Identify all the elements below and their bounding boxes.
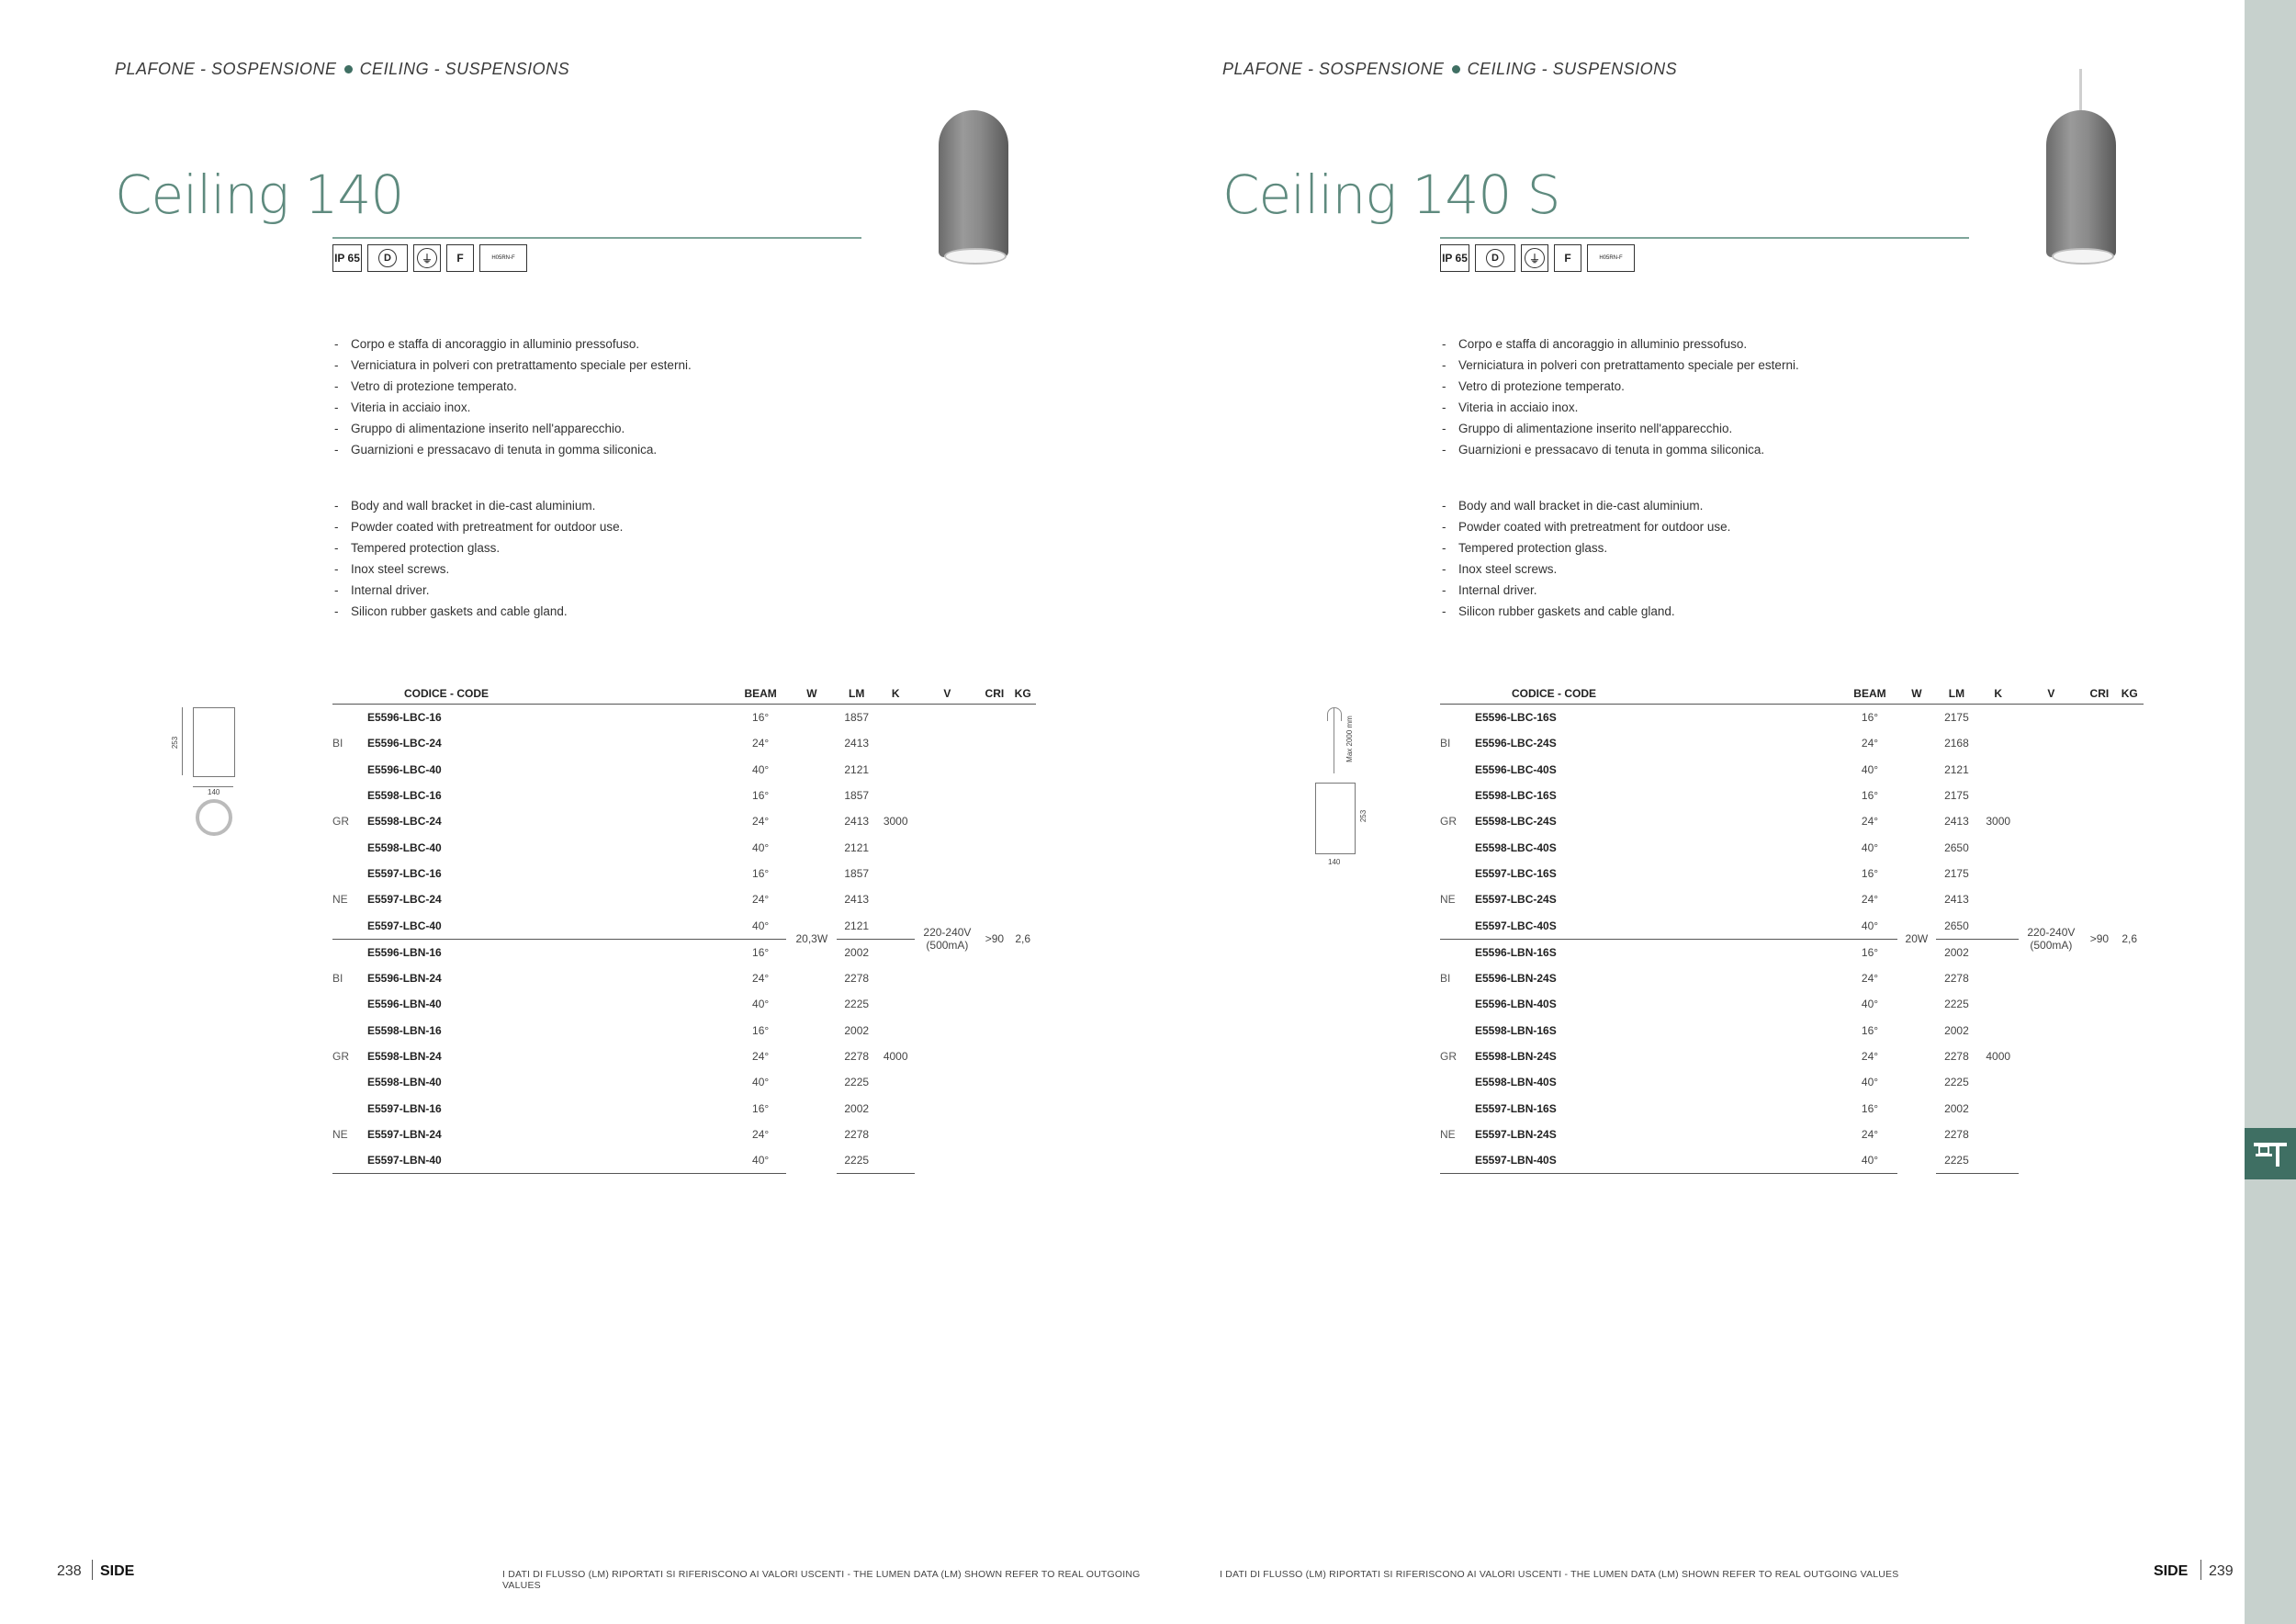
lumen-cell: 2175 [1944, 789, 1969, 803]
lumen-cell: 2225 [837, 1147, 875, 1174]
kelvin-cell [1977, 705, 2019, 731]
finish-cell: BI [1440, 972, 1451, 986]
finish-cell: NE [1440, 1127, 1456, 1141]
features-italian [1440, 336, 1807, 463]
code-cell: E5597-LBN-40S [1475, 1147, 1842, 1174]
header-w: W [786, 685, 837, 705]
lumen-cell: 2002 [1944, 1023, 1969, 1037]
kelvin-cell: 4000 [1986, 1050, 2011, 1063]
code-cell: E5597-LBC-40 [367, 919, 442, 932]
finish-cell: NE [1440, 893, 1456, 907]
kelvin-cell [876, 886, 915, 912]
code-cell: E5598-LBN-16S [1475, 1023, 1557, 1037]
product-title: Ceiling 140 S [1222, 164, 1560, 226]
code-cell: E5596-LBC-16S [1475, 711, 1557, 725]
finish-cell: GR [1440, 815, 1457, 829]
kelvin-cell [876, 965, 915, 991]
finish-cell: BI [332, 737, 343, 750]
code-cell: E5598-LBN-24S [1475, 1050, 1557, 1063]
header-fin [1440, 685, 1475, 705]
header-code: CODICE - CODE [367, 685, 735, 705]
width-dimension: 140 [208, 788, 220, 796]
finish-cell [332, 861, 367, 886]
code-cell: E5597-LBC-24S [1475, 893, 1557, 907]
width-dimension: 140 [1328, 858, 1341, 866]
feature-item: - Viteria in acciaio inox. [1440, 400, 1807, 415]
header-v: V [2019, 685, 2083, 705]
kelvin-cell [1977, 939, 2019, 965]
cri-cell: >90 [2089, 932, 2110, 946]
product-title: Ceiling 140 [115, 164, 404, 226]
code-cell: E5596-LBN-24 [367, 972, 442, 986]
footer-note: I DATI DI FLUSSO (LM) RIPORTATI SI RIFERISCONO AI VALORI USCENTI - THE LUMEN DATA (LM) SHOWN REFER TO REAL OUTGOING VALUES [1220, 1569, 1899, 1580]
finish-cell [332, 783, 367, 808]
lumen-cell: 1857 [844, 711, 870, 725]
code-cell: E5596-LBC-40S [1475, 762, 1557, 776]
kelvin-cell [1977, 912, 2019, 939]
beam-cell: 16° [1842, 939, 1897, 965]
lumen-cell: 2413 [844, 737, 870, 750]
feature-item: - Inox steel screws. [332, 561, 700, 577]
lumen-cell: 1857 [844, 866, 870, 880]
feature-item: - Internal driver. [1440, 582, 1807, 598]
finish-cell [1440, 757, 1475, 783]
lumen-cell: 2413 [844, 815, 870, 829]
finish-cell: NE [332, 893, 348, 907]
lumen-cell: 2225 [844, 998, 870, 1011]
feature-item: - Corpo e staffa di ancoraggio in alluminio pressofuso. [1440, 336, 1807, 352]
lumen-cell: 2002 [1944, 1101, 1969, 1115]
beam-cell: 16° [1861, 1023, 1879, 1037]
kelvin-cell [876, 783, 915, 808]
beam-cell: 24° [1861, 893, 1879, 907]
code-cell: E5597-LBN-24 [367, 1127, 442, 1141]
code-cell: E5598-LBN-24 [367, 1050, 442, 1063]
header-k: K [1977, 685, 2019, 705]
beam-cell: 40° [752, 840, 770, 854]
code-cell: E5596-LBN-40 [367, 998, 442, 1011]
kelvin-cell [1977, 757, 2019, 783]
category-it: PLAFONE - SOSPENSIONE [1222, 60, 1445, 78]
kelvin-cell [1977, 886, 2019, 912]
beam-cell: 24° [752, 815, 770, 829]
finish-cell [332, 991, 367, 1017]
beam-cell: 16° [1861, 711, 1879, 725]
certification-icons [1440, 244, 1635, 272]
lumen-cell: 2225 [1944, 998, 1969, 1011]
finish-cell: GR [1440, 1050, 1457, 1063]
header-fin [332, 685, 367, 705]
height-dimension: 253 [1359, 809, 1368, 823]
kelvin-cell [876, 991, 915, 1017]
finish-cell [1440, 912, 1475, 939]
code-cell: E5598-LBN-40S [1475, 1076, 1557, 1089]
code-cell: E5598-LBC-40 [367, 840, 442, 854]
page-number: 238 [57, 1563, 82, 1579]
beam-cell: 40° [1861, 919, 1879, 932]
table-row [332, 705, 1036, 731]
kelvin-cell: 3000 [1986, 815, 2011, 829]
lumen-cell: 2650 [1944, 919, 1969, 932]
lumen-cell: 2278 [1944, 1127, 1969, 1141]
beam-cell: 24° [752, 893, 770, 907]
product-photo [2044, 110, 2118, 266]
beam-cell: 24° [1861, 1050, 1879, 1063]
f-mark-icon: F [1554, 244, 1581, 272]
features-italian [332, 336, 700, 463]
code-cell: E5597-LBN-24S [1475, 1127, 1557, 1141]
title-divider [1440, 237, 1969, 239]
kelvin-cell [876, 1095, 915, 1121]
code-cell: E5598-LBC-24 [367, 815, 442, 829]
finish-cell [1440, 939, 1475, 965]
beam-cell: 16° [752, 1101, 770, 1115]
lumen-cell: 2413 [844, 893, 870, 907]
header-kg: KG [2115, 685, 2144, 705]
beam-cell: 40° [1861, 998, 1879, 1011]
track-light-icon [2252, 1137, 2289, 1170]
kelvin-cell: 3000 [883, 815, 908, 829]
beam-cell: 40° [1861, 762, 1879, 776]
lumen-cell: 2650 [1944, 840, 1969, 854]
code-cell: E5597-LBN-16 [367, 1101, 442, 1115]
beam-cell: 16° [752, 711, 770, 725]
feature-item: - Viteria in acciaio inox. [332, 400, 700, 415]
lumen-cell: 2413 [1944, 815, 1969, 829]
lumen-cell: 2002 [837, 939, 875, 965]
finish-cell [1440, 861, 1475, 886]
finish-cell [332, 912, 367, 939]
beam-cell: 40° [752, 998, 770, 1011]
feature-item: - Verniciatura in polveri con pretrattamento speciale per esterni. [1440, 357, 1807, 373]
cable-type-icon: H05RN-F [1587, 244, 1635, 272]
category-heading [1222, 60, 1677, 79]
finish-cell [332, 939, 367, 965]
feature-item: - Internal driver. [332, 582, 700, 598]
finish-cell [332, 1147, 367, 1174]
feature-item: - Guarnizioni e pressacavo di tenuta in gomma siliconica. [1440, 442, 1807, 457]
kelvin-cell [1977, 1147, 2019, 1174]
finish-cell: BI [332, 972, 343, 986]
finish-cell [1440, 1018, 1475, 1043]
code-cell: E5598-LBC-24S [1475, 815, 1557, 829]
finish-cell [1440, 991, 1475, 1017]
finish-cell [1440, 705, 1475, 731]
lumen-cell: 2002 [844, 1023, 870, 1037]
feature-item: - Inox steel screws. [1440, 561, 1807, 577]
kelvin-cell [876, 939, 915, 965]
kelvin-cell [876, 834, 915, 860]
ip65-icon: IP 65 [332, 244, 362, 272]
beam-cell: 16° [752, 1023, 770, 1037]
finish-cell [332, 1069, 367, 1095]
kelvin-cell [876, 1018, 915, 1043]
lumen-cell: 2121 [844, 919, 870, 932]
features-english [1440, 498, 1807, 625]
voltage-cell: 220-240V (500mA) [2027, 926, 2076, 953]
cable-dimension: Max 2000 mm [1345, 716, 1354, 762]
feature-item: - Powder coated with pretreatment for outdoor use. [332, 519, 700, 535]
feature-item: - Tempered protection glass. [332, 540, 700, 556]
finish-cell: NE [332, 1127, 348, 1141]
feature-item: - Gruppo di alimentazione inserito nell'apparecchio. [332, 421, 700, 436]
header-kg: KG [1009, 685, 1036, 705]
beam-cell: 40° [1861, 1076, 1879, 1089]
header-w: W [1897, 685, 1936, 705]
header-cri: CRI [979, 685, 1009, 705]
kelvin-cell [876, 1147, 915, 1174]
bullet-dot-icon [344, 65, 353, 73]
feature-item: - Powder coated with pretreatment for outdoor use. [1440, 519, 1807, 535]
watt-cell: 20,3W [795, 932, 828, 946]
beam-cell: 24° [752, 1127, 770, 1141]
finish-cell: BI [1440, 737, 1451, 750]
kelvin-cell [1977, 1018, 2019, 1043]
kelvin-cell [1977, 965, 2019, 991]
finish-cell [332, 705, 367, 731]
kelvin-cell [1977, 1095, 2019, 1121]
feature-item: - Vetro di protezione temperato. [1440, 378, 1807, 394]
beam-cell: 24° [1861, 1127, 1879, 1141]
header-beam: BEAM [735, 685, 786, 705]
code-cell: E5596-LBN-40S [1475, 998, 1557, 1011]
code-cell: E5598-LBC-16 [367, 789, 442, 803]
lumen-cell: 2278 [844, 972, 870, 986]
lumen-cell: 2121 [844, 840, 870, 854]
lumen-cell: 2225 [1936, 1147, 1977, 1174]
code-cell: E5596-LBC-24 [367, 737, 442, 750]
voltage-cell: 220-240V (500mA) [923, 926, 972, 953]
beam-cell: 40° [1842, 1147, 1897, 1174]
header-v: V [915, 685, 979, 705]
finish-cell: GR [332, 1050, 349, 1063]
kelvin-cell [876, 705, 915, 731]
kelvin-cell [876, 1069, 915, 1095]
footer-brand: SIDE [2154, 1563, 2189, 1579]
kelvin-cell [1977, 1069, 2019, 1095]
header-k: K [876, 685, 915, 705]
beam-cell: 16° [735, 939, 786, 965]
code-cell: E5597-LBN-40 [367, 1147, 735, 1174]
finish-cell: GR [332, 815, 349, 829]
beam-cell: 40° [735, 1147, 786, 1174]
feature-item: - Gruppo di alimentazione inserito nell'apparecchio. [1440, 421, 1807, 436]
lumen-cell: 2278 [1944, 1050, 1969, 1063]
lumen-cell: 2278 [1944, 972, 1969, 986]
footer-brand: SIDE [100, 1563, 135, 1579]
kelvin-cell [876, 1122, 915, 1147]
right-page [1148, 0, 2296, 1624]
category-it: PLAFONE - SOSPENSIONE [115, 60, 337, 78]
header-lm: LM [837, 685, 875, 705]
finish-cell [332, 1018, 367, 1043]
ip65-icon: IP 65 [1440, 244, 1469, 272]
product-photo [937, 110, 1010, 266]
lumen-cell: 2002 [1936, 939, 1977, 965]
beam-cell: 40° [752, 762, 770, 776]
technical-drawing [1286, 707, 1378, 873]
header-lm: LM [1936, 685, 1977, 705]
spec-table [1440, 685, 2144, 1174]
kelvin-cell [1977, 834, 2019, 860]
ground-icon: ⏚ [413, 244, 441, 272]
spec-table [332, 685, 1036, 1174]
category-en: CEILING - SUSPENSIONS [359, 60, 570, 78]
kelvin-cell [1977, 991, 2019, 1017]
weight-cell: 2,6 [2122, 932, 2138, 946]
lumen-cell: 2168 [1944, 737, 1969, 750]
features-english [332, 498, 700, 625]
f-mark-icon: F [446, 244, 474, 272]
category-heading [115, 60, 569, 79]
kelvin-cell [1977, 730, 2019, 756]
beam-cell: 24° [1861, 972, 1879, 986]
beam-cell: 40° [752, 919, 770, 932]
feature-item: - Verniciatura in polveri con pretrattamento speciale per esterni. [332, 357, 700, 373]
kelvin-cell [876, 730, 915, 756]
header-cri: CRI [2083, 685, 2115, 705]
lumen-cell: 2225 [844, 1076, 870, 1089]
feature-item: - Guarnizioni e pressacavo di tenuta in gomma siliconica. [332, 442, 700, 457]
category-en: CEILING - SUSPENSIONS [1467, 60, 1678, 78]
watt-cell: 20W [1905, 932, 1929, 946]
ground-icon: ⏚ [1521, 244, 1548, 272]
feature-item: - Tempered protection glass. [1440, 540, 1807, 556]
beam-cell: 16° [1861, 1101, 1879, 1115]
lumen-cell: 2175 [1944, 866, 1969, 880]
beam-cell: 16° [752, 789, 770, 803]
lumen-cell: 2175 [1944, 711, 1969, 725]
code-cell: E5597-LBN-16S [1475, 1101, 1557, 1115]
weight-cell: 2,6 [1015, 932, 1030, 946]
finish-cell [1440, 1069, 1475, 1095]
code-cell: E5596-LBN-24S [1475, 972, 1557, 986]
beam-cell: 24° [752, 1050, 770, 1063]
code-cell: E5598-LBC-16S [1475, 789, 1557, 803]
feature-item: - Silicon rubber gaskets and cable gland. [1440, 603, 1807, 619]
beam-cell: 16° [752, 866, 770, 880]
page-number: 239 [2209, 1563, 2234, 1579]
feature-item: - Body and wall bracket in die-cast aluminium. [332, 498, 700, 513]
feature-item: - Corpo e staffa di ancoraggio in alluminio pressofuso. [332, 336, 700, 352]
feature-item: - Silicon rubber gaskets and cable gland. [332, 603, 700, 619]
lumen-cell: 2121 [1944, 762, 1969, 776]
certification-icons [332, 244, 527, 272]
lumen-cell: 2002 [844, 1101, 870, 1115]
beam-cell: 24° [752, 737, 770, 750]
d-class-icon: D [367, 244, 408, 272]
d-class-icon: D [1475, 244, 1515, 272]
bullet-dot-icon [1452, 65, 1460, 73]
table-row [1440, 705, 2144, 731]
code-cell: E5598-LBN-16 [367, 1023, 442, 1037]
beam-cell: 24° [1861, 737, 1879, 750]
code-cell: E5597-LBC-16S [1475, 866, 1557, 880]
code-cell: E5596-LBN-16 [367, 939, 735, 965]
finish-cell [332, 834, 367, 860]
code-cell: E5596-LBC-16 [367, 711, 442, 725]
finish-cell [1440, 783, 1475, 808]
kelvin-cell [876, 861, 915, 886]
height-dimension: 253 [171, 736, 180, 750]
kelvin-cell [1977, 783, 2019, 808]
cable-type-icon: H05RN-F [479, 244, 527, 272]
feature-item: - Vetro di protezione temperato. [332, 378, 700, 394]
beam-cell: 24° [1861, 815, 1879, 829]
section-side-band [2245, 0, 2296, 1624]
kelvin-cell [876, 912, 915, 939]
code-cell: E5597-LBC-40S [1475, 919, 1557, 932]
code-cell: E5597-LBC-24 [367, 893, 442, 907]
lumen-cell: 2225 [1944, 1076, 1969, 1089]
kelvin-cell: 4000 [883, 1050, 908, 1063]
technical-drawing [165, 698, 257, 863]
footer-note: I DATI DI FLUSSO (LM) RIPORTATI SI RIFERISCONO AI VALORI USCENTI - THE LUMEN DATA (LM) SHOWN REFER TO REAL OUTGOING VALUES [502, 1569, 1141, 1591]
feature-item: - Body and wall bracket in die-cast aluminium. [1440, 498, 1807, 513]
lumen-cell: 2121 [844, 762, 870, 776]
beam-cell: 40° [752, 1076, 770, 1089]
beam-cell: 16° [1861, 866, 1879, 880]
title-divider [332, 237, 861, 239]
finish-cell [332, 757, 367, 783]
beam-cell: 24° [752, 972, 770, 986]
lumen-cell: 2278 [844, 1050, 870, 1063]
finish-cell [1440, 1095, 1475, 1121]
finish-cell [1440, 1147, 1475, 1174]
beam-cell: 40° [1861, 840, 1879, 854]
lumen-cell: 2413 [1944, 893, 1969, 907]
kelvin-cell [1977, 1122, 2019, 1147]
header-code: CODICE - CODE [1475, 685, 1842, 705]
finish-cell [1440, 834, 1475, 860]
code-cell: E5597-LBC-16 [367, 866, 442, 880]
footer-divider [92, 1560, 93, 1580]
kelvin-cell [876, 757, 915, 783]
header-beam: BEAM [1842, 685, 1897, 705]
lumen-cell: 2278 [844, 1127, 870, 1141]
finish-cell [332, 1095, 367, 1121]
section-tab[interactable] [2245, 1128, 2296, 1179]
beam-cell: 16° [1861, 789, 1879, 803]
kelvin-cell [1977, 861, 2019, 886]
code-cell: E5598-LBN-40 [367, 1076, 442, 1089]
footer-divider [2200, 1560, 2201, 1580]
code-cell: E5596-LBC-24S [1475, 737, 1557, 750]
cri-cell: >90 [985, 932, 1005, 946]
code-cell: E5596-LBN-16S [1475, 939, 1842, 965]
code-cell: E5596-LBC-40 [367, 762, 442, 776]
lumen-cell: 1857 [844, 789, 870, 803]
code-cell: E5598-LBC-40S [1475, 840, 1557, 854]
